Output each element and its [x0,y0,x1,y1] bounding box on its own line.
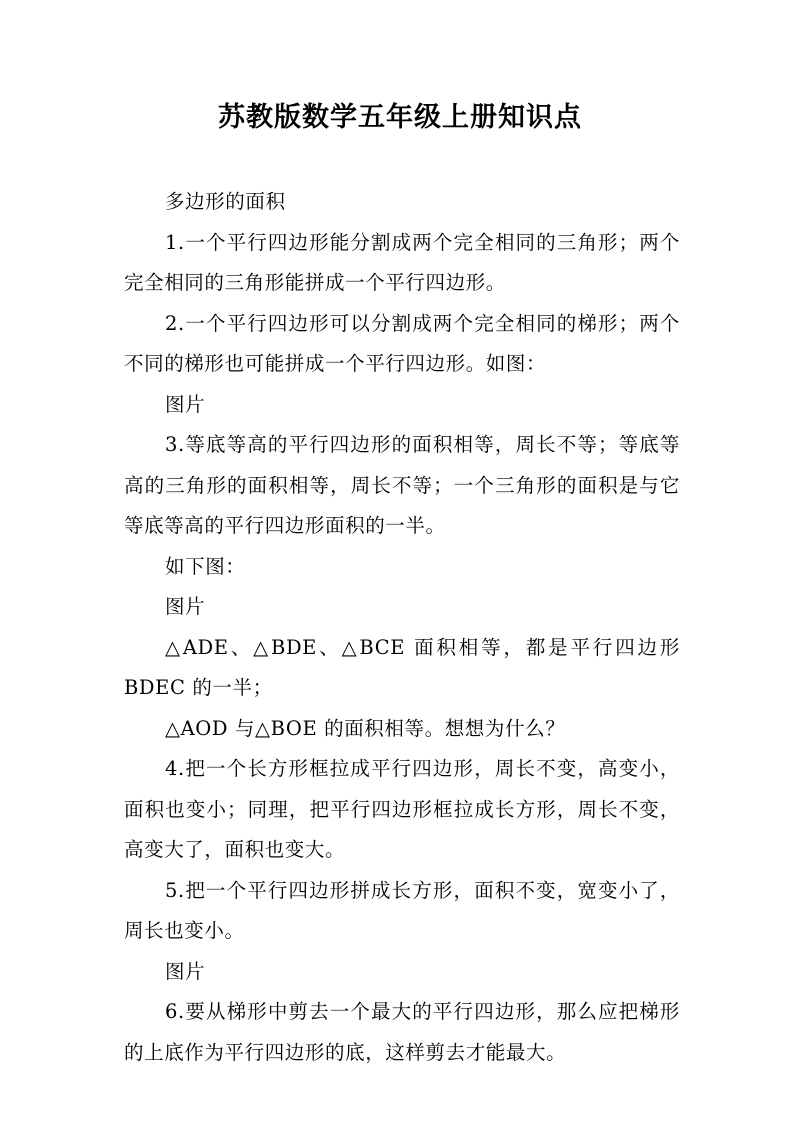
document-title: 苏教版数学五年级上册知识点 [218,102,582,133]
paragraph-triangles: △ADE、△BDE、△BCE 面积相等，都是平行四边形 BDEC 的一半； [124,635,680,699]
image-placeholder-2: 图片 [165,595,206,618]
paragraph-2: 2.一个平行四边形可以分割成两个完全相同的梯形；两个不同的梯形也可能拼成一个平行四边形。如图： [124,311,680,375]
paragraph-6: 6.要从梯形中剪去一个最大的平行四边形，那么应把梯形的上底作为平行四边形的底，这样剪去才能最大。 [124,1000,680,1064]
paragraph-4: 4.把一个长方形框拉成平行四边形，周长不变，高变小，面积也变小；同理，把平行四边形框拉成长方形，周长不变，高变大了，面积也变大。 [124,757,680,861]
paragraph-figure-intro: 如下图： [165,554,246,578]
image-placeholder-1: 图片 [165,392,206,416]
image-placeholder-3: 图片 [165,959,206,983]
paragraph-3: 3.等底等高的平行四边形的面积相等，周长不等；等底等高的三角形的面积相等，周长不等；一个三角形的面积是与它等底等高的平行四边形面积的一半。 [124,433,680,537]
paragraph-question: △AOD 与△BOE 的面积相等。想想为什么？ [165,716,566,740]
section-heading: 多边形的面积 [165,190,286,213]
document-body [124,182,680,1073]
paragraph-5: 5.把一个平行四边形拼成长方形，面积不变，宽变小了，周长也变小。 [124,878,680,942]
paragraph-1: 1.一个平行四边形能分割成两个完全相同的三角形；两个完全相同的三角形能拼成一个平行四边形。 [124,230,680,294]
